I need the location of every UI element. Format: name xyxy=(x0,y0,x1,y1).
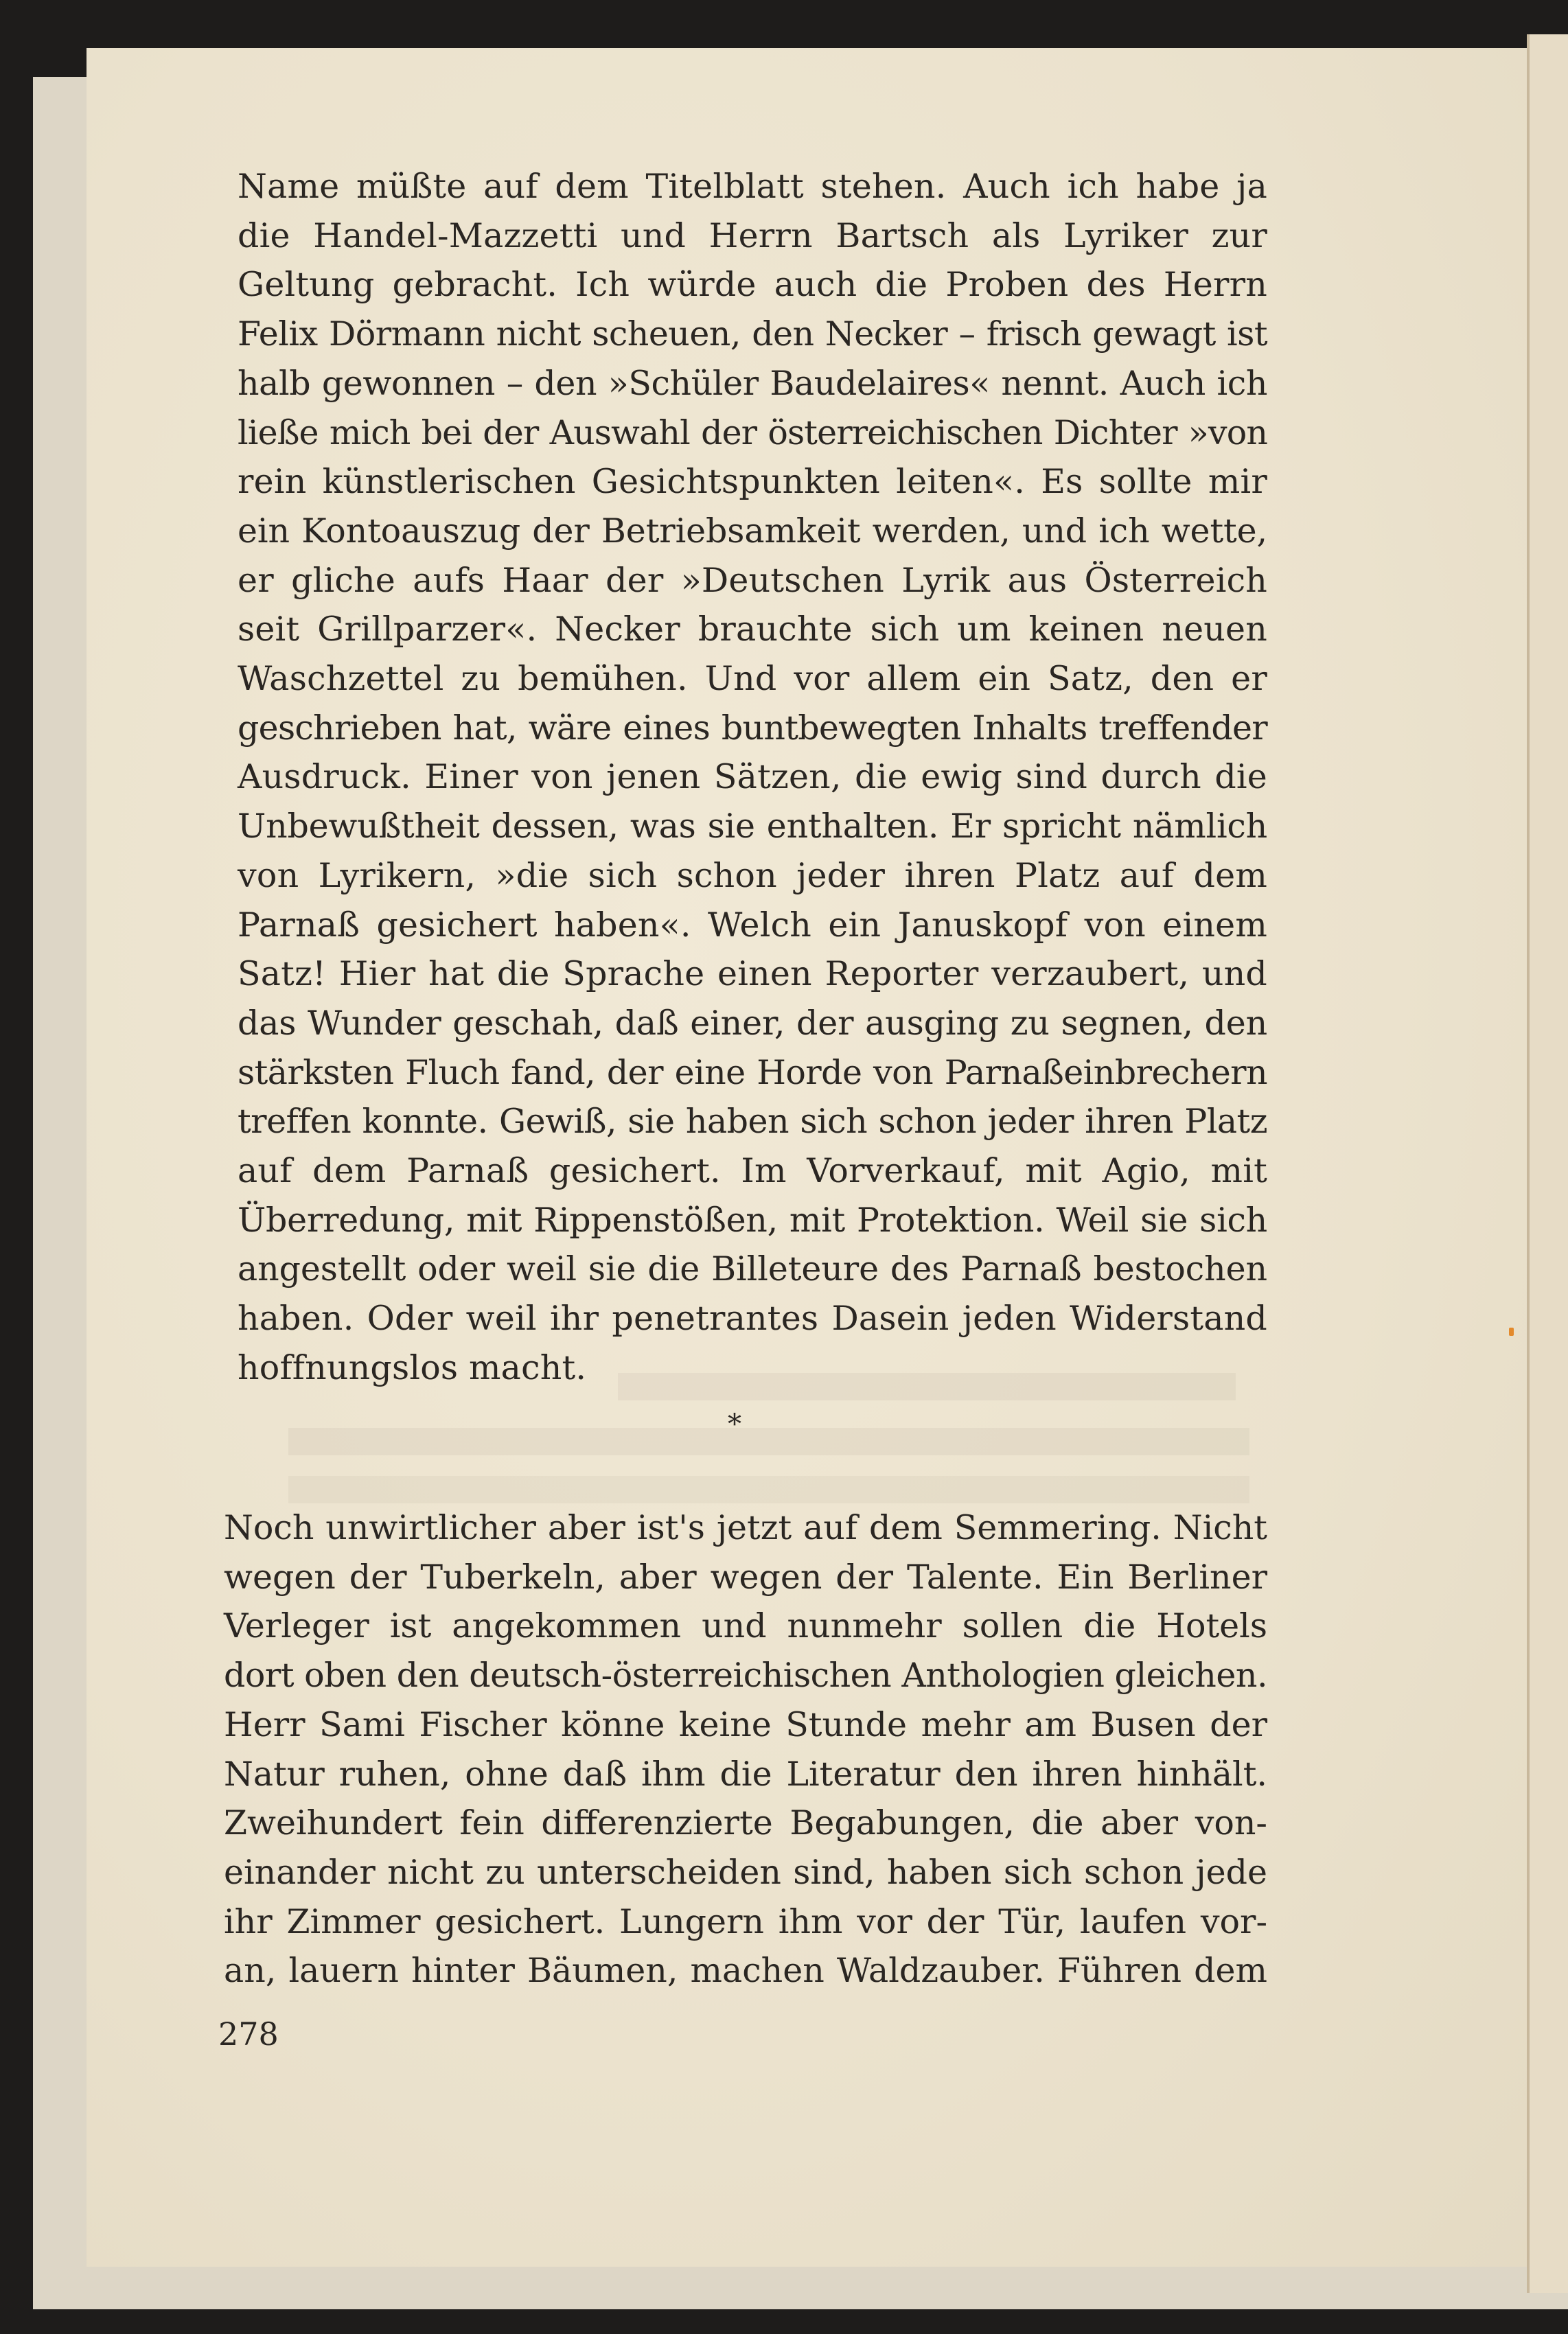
text-line: Zweihundert fein differenzierte Begabungen, die aber von- xyxy=(224,1803,1267,1843)
show-through-shading xyxy=(288,1476,1249,1503)
text-line: Ausdruck. Einer von jenen Sätzen, die ewig sind durch die xyxy=(238,757,1267,797)
text-line: Noch unwirtlicher aber ist's jetzt auf dem Semmering. Nicht xyxy=(224,1508,1267,1547)
text-line: Verleger ist angekommen und nunmehr sollen die Hotels xyxy=(224,1606,1267,1646)
text-line: ließe mich bei der Auswahl der österreichischen Dichter »von xyxy=(238,413,1267,452)
text-line: Unbewußtheit dessen, was sie enthalten. Er spricht nämlich xyxy=(238,807,1267,846)
text-line: Geltung gebracht. Ich würde auch die Proben des Herrn xyxy=(238,265,1267,305)
text-line: Parnaß gesichert haben«. Welch ein Januskopf von einem xyxy=(238,905,1267,945)
text-line: einander nicht zu unterscheiden sind, haben sich schon jede xyxy=(224,1852,1267,1892)
text-line: halb gewonnen – den »Schüler Baudelaires« nennt. Auch ich xyxy=(238,363,1267,403)
text-line: ein Kontoauszug der Betriebsamkeit werden, und ich wette, xyxy=(238,511,1267,551)
section-separator: * xyxy=(728,1409,741,1440)
text-line: hoffnungslos macht. xyxy=(238,1348,587,1387)
text-line: rein künstlerischen Gesichtspunkten leiten«. Es sollte mir xyxy=(238,462,1267,502)
text-line: Felix Dörmann nicht scheuen, den Necker – frisch gewagt ist xyxy=(238,314,1267,354)
text-line: an, lauern hinter Bäumen, machen Waldzauber. Führen dem xyxy=(224,1951,1267,1991)
text-line: auf dem Parnaß gesichert. Im Vorverkauf, mit Agio, mit xyxy=(238,1151,1267,1191)
text-line: Waschzettel zu bemühen. Und vor allem ein Satz, den er xyxy=(238,659,1267,699)
text-line: Überredung, mit Rippenstößen, mit Protektion. Weil sie sich xyxy=(238,1200,1267,1240)
paragraph-1 xyxy=(238,162,1267,1393)
text-line: seit Grillparzer«. Necker brauchte sich um keinen neuen xyxy=(238,610,1267,649)
text-line: Name müßte auf dem Titelblatt stehen. Auch ich habe ja xyxy=(238,167,1267,206)
text-line: Satz! Hier hat die Sprache einen Reporter verzaubert, und xyxy=(238,954,1267,994)
show-through-shading xyxy=(288,1428,1249,1455)
text-line: Natur ruhen, ohne daß ihm die Literatur den ihren hinhält. xyxy=(224,1754,1267,1794)
orange-margin-mark xyxy=(1509,1328,1514,1336)
text-line: angestellt oder weil sie die Billeteure des Parnaß bestochen xyxy=(238,1249,1267,1289)
text-line: haben. Oder weil ihr penetrantes Dasein jeden Widerstand xyxy=(238,1299,1267,1339)
text-line: stärksten Fluch fand, der eine Horde von Parnaßeinbrechern xyxy=(238,1052,1267,1092)
text-line: treffen konnte. Gewiß, sie haben sich schon jeder ihren Platz xyxy=(238,1102,1267,1142)
text-line: ihr Zimmer gesichert. Lungern ihm vor der Tür, laufen vor- xyxy=(224,1902,1267,1941)
text-line: dort oben den deutsch-österreichischen Anthologien gleichen. xyxy=(224,1656,1268,1696)
text-line: wegen der Tuberkeln, aber wegen der Talente. Ein Berliner xyxy=(224,1557,1267,1597)
text-line: geschrieben hat, wäre eines buntbewegten Inhalts treffender xyxy=(238,708,1267,748)
text-line: Herr Sami Fischer könne keine Stunde mehr am Busen der xyxy=(224,1705,1267,1744)
text-line: er gliche aufs Haar der »Deutschen Lyrik aus Österreich xyxy=(238,560,1267,600)
page-number: 278 xyxy=(218,2015,279,2053)
paragraph-2 xyxy=(224,1503,1267,1996)
text-line: die Handel-Mazzetti und Herrn Bartsch als Lyriker zur xyxy=(238,216,1267,255)
facing-page-edge xyxy=(1527,34,1568,2293)
text-line: von Lyrikern, »die sich schon jeder ihren Platz auf dem xyxy=(238,855,1267,895)
text-line: das Wunder geschah, daß einer, der ausging zu segnen, den xyxy=(238,1003,1267,1043)
